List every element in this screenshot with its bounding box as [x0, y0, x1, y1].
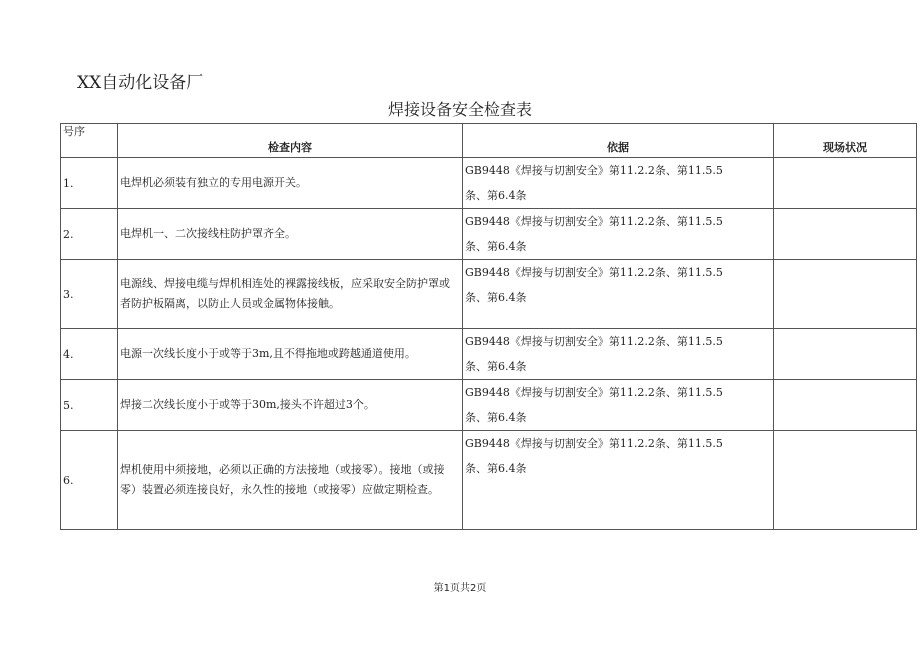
row-content: 电源线、焊接电缆与焊机相连处的裸露接线板，应采取安全防护罩或者防护板隔离，以防止人员或金属物体接触。 — [118, 260, 463, 329]
basis-line-1: GB9448《焊接与切割安全》第11.2.2条、第11.5.5 — [465, 164, 723, 177]
basis-line-1: GB9448《焊接与切割安全》第11.2.2条、第11.5.5 — [465, 437, 723, 450]
row-status — [774, 431, 917, 530]
table-header-row — [61, 124, 917, 158]
basis-line-1: GB9448《焊接与切割安全》第11.2.2条、第11.5.5 — [465, 266, 723, 279]
basis-line-2: 条、第6.4条 — [465, 240, 527, 253]
row-basis — [463, 380, 774, 431]
row-basis — [463, 209, 774, 260]
table-row — [61, 158, 917, 209]
row-status — [774, 209, 917, 260]
header-no: 号序 — [61, 124, 118, 158]
company-name: XX自动化设备厂 — [77, 73, 204, 93]
header-status: 现场状况 — [774, 124, 917, 158]
row-no: 2. — [61, 209, 118, 260]
header-content: 检查内容 — [118, 124, 463, 158]
row-basis — [463, 158, 774, 209]
row-content: 焊接二次线长度小于或等于30m,接头不许超过3个。 — [118, 380, 463, 431]
basis-line-1: GB9448《焊接与切割安全》第11.2.2条、第11.5.5 — [465, 386, 723, 399]
basis-line-2: 条、第6.4条 — [465, 462, 527, 475]
basis-line-2: 条、第6.4条 — [465, 291, 527, 304]
row-content: 电源一次线长度小于或等于3m,且不得拖地或跨越通道使用。 — [118, 329, 463, 380]
table-row — [61, 260, 917, 329]
row-no: 6. — [61, 431, 118, 530]
row-no: 3. — [61, 260, 118, 329]
row-no: 5. — [61, 380, 118, 431]
basis-line-2: 条、第6.4条 — [465, 411, 527, 424]
row-content: 电焊机一、二次接线柱防护罩齐全。 — [118, 209, 463, 260]
header-basis: 依据 — [463, 124, 774, 158]
row-no: 4. — [61, 329, 118, 380]
row-content: 焊机使用中须接地，必须以正确的方法接地（或接零）。接地（或接零）装置必须连接良好，永久性的接地（或接零）应做定期检查。 — [118, 431, 463, 530]
row-content: 电焊机必须装有独立的专用电源开关。 — [118, 158, 463, 209]
basis-line-2: 条、第6.4条 — [465, 360, 527, 373]
document-title: 焊接设备安全检查表 — [387, 100, 532, 119]
basis-line-1: GB9448《焊接与切割安全》第11.2.2条、第11.5.5 — [465, 335, 723, 348]
table-row — [61, 329, 917, 380]
basis-line-1: GB9448《焊接与切割安全》第11.2.2条、第11.5.5 — [465, 215, 723, 228]
page-footer: 第1页共2页 — [433, 583, 487, 594]
row-basis — [463, 329, 774, 380]
table-row — [61, 431, 917, 530]
row-status — [774, 260, 917, 329]
row-status — [774, 158, 917, 209]
row-status — [774, 380, 917, 431]
table-row — [61, 380, 917, 431]
row-status — [774, 329, 917, 380]
row-no: 1. — [61, 158, 118, 209]
row-basis — [463, 260, 774, 329]
basis-line-2: 条、第6.4条 — [465, 189, 527, 202]
row-basis — [463, 431, 774, 530]
inspection-table — [60, 123, 917, 530]
table-row — [61, 209, 917, 260]
